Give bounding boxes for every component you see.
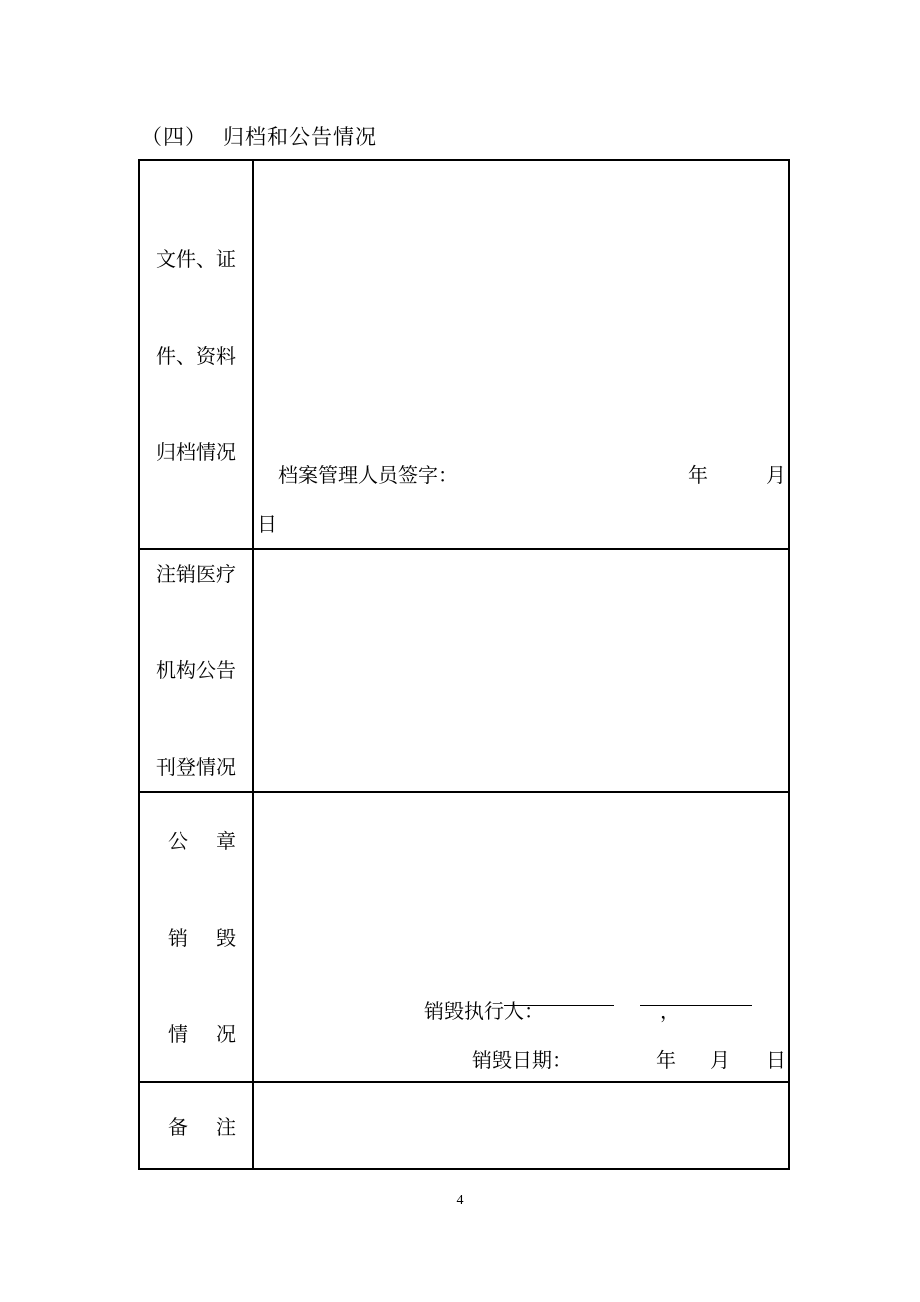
archive-content-cell[interactable] — [254, 161, 788, 548]
page-number: 4 — [456, 1193, 464, 1208]
seal-label-cell — [140, 793, 264, 1081]
executor-separator: ， — [660, 999, 680, 1023]
remarks-content-cell[interactable] — [254, 1083, 788, 1168]
remarks-label-cell — [140, 1083, 264, 1168]
destruction-executor-label: 销毁执行人： — [424, 999, 544, 1023]
remarks-row — [140, 1083, 788, 1168]
announcement-row — [140, 550, 788, 793]
archive-month-label: 月 — [766, 463, 786, 487]
archive-announcement-form — [138, 159, 790, 1170]
seal-day-label: 日 — [766, 1048, 786, 1072]
announcement-label-line-1: 注销医疗 — [156, 562, 236, 586]
seal-month-label: 月 — [710, 1048, 730, 1072]
seal-label-line-3: 情况 — [168, 1022, 264, 1046]
archive-label-cell — [140, 161, 254, 548]
section-title: 归档和公告情况 — [223, 125, 377, 149]
executor-signature-line-2[interactable] — [640, 1005, 752, 1006]
seal-content-cell[interactable] — [254, 793, 788, 1081]
remarks-label: 备注 — [168, 1115, 264, 1139]
section-number: （四） — [141, 125, 207, 149]
announcement-label-cell — [140, 550, 254, 791]
announcement-label-line-3: 刊登情况 — [156, 755, 236, 779]
seal-label-line-2: 销毁 — [168, 926, 264, 950]
destruction-date-label: 销毁日期： — [472, 1048, 572, 1072]
archive-year-label: 年 — [688, 463, 708, 487]
seal-year-label: 年 — [656, 1048, 676, 1072]
archive-label-line-3: 归档情况 — [156, 440, 236, 464]
seal-label-line-1: 公章 — [168, 829, 264, 853]
executor-signature-line-1[interactable] — [504, 1005, 614, 1006]
archive-row — [140, 161, 788, 550]
archivist-signature-label: 档案管理人员签字： — [278, 463, 458, 487]
announcement-label-line-2: 机构公告 — [156, 658, 236, 682]
archive-day-label: 日 — [257, 512, 277, 536]
archive-label-line-1: 文件、证 — [156, 247, 236, 271]
archive-label-line-2: 件、资料 — [156, 344, 236, 368]
announcement-content-cell[interactable] — [254, 550, 788, 791]
seal-row — [140, 793, 788, 1083]
section-heading — [141, 121, 377, 151]
